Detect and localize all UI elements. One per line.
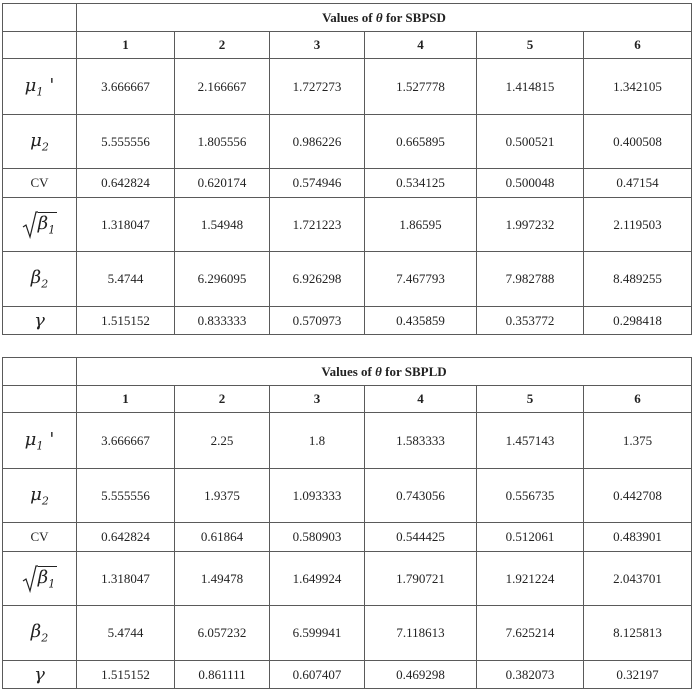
value-cell: 7.118613 xyxy=(365,606,477,661)
value-cell: 0.607407 xyxy=(270,661,365,689)
table-row xyxy=(3,413,692,469)
value-cell: 5.555556 xyxy=(77,115,175,169)
column-header: 3 xyxy=(270,32,365,59)
value-cell: 1.921224 xyxy=(477,552,584,606)
value-cell: 7.625214 xyxy=(477,606,584,661)
beta-symbol: β xyxy=(30,621,42,643)
value-cell: 0.298418 xyxy=(584,307,692,335)
value-cell: 1.093333 xyxy=(270,469,365,523)
mu-symbol: μ xyxy=(24,428,37,450)
value-cell: 0.469298 xyxy=(365,661,477,689)
value-cell: 0.500521 xyxy=(477,115,584,169)
row-symbol xyxy=(22,214,57,235)
row-label xyxy=(3,413,77,469)
value-cell: 1.727273 xyxy=(270,59,365,115)
column-header-row xyxy=(3,32,692,59)
value-cell: 0.435859 xyxy=(365,307,477,335)
empty-corner-cell xyxy=(3,358,77,386)
value-cell: 0.833333 xyxy=(175,307,270,335)
value-cell: 6.296095 xyxy=(175,252,270,307)
value-cell: 2.166667 xyxy=(175,59,270,115)
column-header: 4 xyxy=(365,386,477,413)
title-suffix: for SBPSD xyxy=(382,9,446,25)
subscript-2: 2 xyxy=(41,277,49,291)
column-header: 6 xyxy=(584,386,692,413)
value-cell: 1.318047 xyxy=(77,198,175,252)
value-cell: 0.353772 xyxy=(477,307,584,335)
title-prefix: Values of xyxy=(322,9,376,25)
value-cell: 0.570973 xyxy=(270,307,365,335)
cv-label: CV xyxy=(30,175,49,190)
column-header: 6 xyxy=(584,32,692,59)
value-cell: 1.8 xyxy=(270,413,365,469)
table-header-row xyxy=(3,4,692,32)
value-cell: 0.32197 xyxy=(584,661,692,689)
row-symbol xyxy=(30,267,49,291)
row-symbol xyxy=(24,74,55,99)
value-cell: 5.555556 xyxy=(77,469,175,523)
table-row xyxy=(3,307,692,335)
value-cell: 1.997232 xyxy=(477,198,584,252)
mu-symbol: μ xyxy=(30,483,42,505)
value-cell: 0.556735 xyxy=(477,469,584,523)
value-cell: 1.86595 xyxy=(365,198,477,252)
value-cell: 7.467793 xyxy=(365,252,477,307)
value-cell: 0.861111 xyxy=(175,661,270,689)
table-title xyxy=(77,4,692,32)
row-label xyxy=(3,115,77,169)
mu-symbol: μ xyxy=(30,129,42,151)
value-cell: 1.342105 xyxy=(584,59,692,115)
gamma-symbol: γ xyxy=(34,310,45,331)
value-cell: 6.926298 xyxy=(270,252,365,307)
table-row xyxy=(3,198,692,252)
value-cell: 3.666667 xyxy=(77,413,175,469)
table-row xyxy=(3,523,692,552)
subscript-1: 1 xyxy=(36,439,44,453)
value-cell: 1.457143 xyxy=(477,413,584,469)
value-cell: 1.583333 xyxy=(365,413,477,469)
sbpld-table xyxy=(2,357,692,689)
title-suffix: for SBPLD xyxy=(381,363,447,379)
column-header: 1 xyxy=(77,32,175,59)
value-cell: 1.49478 xyxy=(175,552,270,606)
table-row xyxy=(3,169,692,198)
value-cell: 1.649924 xyxy=(270,552,365,606)
row-symbol xyxy=(30,621,49,645)
sbpsd-table xyxy=(2,3,692,335)
value-cell: 7.982788 xyxy=(477,252,584,307)
table-row xyxy=(3,252,692,307)
sqrt-content xyxy=(37,212,57,237)
prime-mark: ' xyxy=(49,74,55,96)
column-header: 5 xyxy=(477,32,584,59)
row-symbol xyxy=(30,483,49,508)
mu-symbol: μ xyxy=(24,74,37,96)
column-header: 1 xyxy=(77,386,175,413)
value-cell: 1.527778 xyxy=(365,59,477,115)
value-cell: 0.61864 xyxy=(175,523,270,552)
value-cell: 0.500048 xyxy=(477,169,584,198)
value-cell: 8.489255 xyxy=(584,252,692,307)
column-header: 2 xyxy=(175,386,270,413)
title-prefix: Values of xyxy=(321,363,376,379)
value-cell: 6.057232 xyxy=(175,606,270,661)
value-cell: 5.4744 xyxy=(77,606,175,661)
sqrt-icon xyxy=(22,210,38,240)
value-cell: 1.9375 xyxy=(175,469,270,523)
gamma-symbol: γ xyxy=(34,664,45,685)
column-header: 5 xyxy=(477,386,584,413)
value-cell: 5.4744 xyxy=(77,252,175,307)
value-cell: 1.54948 xyxy=(175,198,270,252)
value-cell: 0.544425 xyxy=(365,523,477,552)
subscript-2: 2 xyxy=(41,631,49,645)
table-row xyxy=(3,469,692,523)
empty-label-cell xyxy=(3,386,77,413)
value-cell: 1.805556 xyxy=(175,115,270,169)
value-cell: 2.25 xyxy=(175,413,270,469)
column-header: 4 xyxy=(365,32,477,59)
row-label xyxy=(3,552,77,606)
value-cell: 0.580903 xyxy=(270,523,365,552)
theta-symbol: θ xyxy=(375,9,383,25)
row-label xyxy=(3,307,77,335)
value-cell: 0.574946 xyxy=(270,169,365,198)
row-label xyxy=(3,523,77,552)
value-cell: 0.642824 xyxy=(77,169,175,198)
value-cell: 2.119503 xyxy=(584,198,692,252)
value-cell: 1.515152 xyxy=(77,307,175,335)
row-symbol xyxy=(30,529,48,544)
cv-label: CV xyxy=(30,529,49,544)
empty-corner-cell xyxy=(3,4,77,32)
value-cell: 1.721223 xyxy=(270,198,365,252)
table-row xyxy=(3,115,692,169)
value-cell: 0.47154 xyxy=(584,169,692,198)
row-label xyxy=(3,469,77,523)
row-symbol xyxy=(24,428,55,453)
value-cell: 0.400508 xyxy=(584,115,692,169)
table-title xyxy=(77,358,692,386)
value-cell: 1.414815 xyxy=(477,59,584,115)
beta-symbol: β xyxy=(30,267,42,289)
table-row xyxy=(3,661,692,689)
subscript-1: 1 xyxy=(48,223,56,237)
table-row xyxy=(3,552,692,606)
value-cell: 1.790721 xyxy=(365,552,477,606)
value-cell: 1.375 xyxy=(584,413,692,469)
value-cell: 1.318047 xyxy=(77,552,175,606)
row-symbol xyxy=(30,175,48,190)
column-header: 3 xyxy=(270,386,365,413)
row-label xyxy=(3,606,77,661)
row-symbol xyxy=(34,664,45,685)
sqrt-content xyxy=(37,566,57,591)
column-header: 2 xyxy=(175,32,270,59)
row-symbol xyxy=(22,568,57,589)
value-cell: 0.442708 xyxy=(584,469,692,523)
empty-label-cell xyxy=(3,32,77,59)
value-cell: 0.620174 xyxy=(175,169,270,198)
subscript-1: 1 xyxy=(48,577,56,591)
value-cell: 3.666667 xyxy=(77,59,175,115)
value-cell: 0.512061 xyxy=(477,523,584,552)
subscript-2: 2 xyxy=(41,140,49,154)
value-cell: 0.665895 xyxy=(365,115,477,169)
subscript-1: 1 xyxy=(36,85,44,99)
prime-mark: ' xyxy=(49,428,55,450)
table-row xyxy=(3,59,692,115)
row-label xyxy=(3,59,77,115)
subscript-2: 2 xyxy=(41,494,49,508)
column-header-row xyxy=(3,386,692,413)
sqrt-icon xyxy=(22,564,38,594)
table-row xyxy=(3,606,692,661)
row-label xyxy=(3,169,77,198)
value-cell: 0.483901 xyxy=(584,523,692,552)
value-cell: 0.382073 xyxy=(477,661,584,689)
value-cell: 8.125813 xyxy=(584,606,692,661)
value-cell: 0.743056 xyxy=(365,469,477,523)
row-symbol xyxy=(34,310,45,331)
value-cell: 2.043701 xyxy=(584,552,692,606)
row-label xyxy=(3,252,77,307)
row-label xyxy=(3,661,77,689)
beta-symbol: β xyxy=(37,566,49,588)
beta-symbol: β xyxy=(37,212,49,234)
value-cell: 1.515152 xyxy=(77,661,175,689)
value-cell: 0.534125 xyxy=(365,169,477,198)
table-header-row xyxy=(3,358,692,386)
value-cell: 6.599941 xyxy=(270,606,365,661)
value-cell: 0.986226 xyxy=(270,115,365,169)
value-cell: 0.642824 xyxy=(77,523,175,552)
row-label xyxy=(3,198,77,252)
row-symbol xyxy=(30,129,49,154)
theta-symbol: θ xyxy=(375,363,382,379)
